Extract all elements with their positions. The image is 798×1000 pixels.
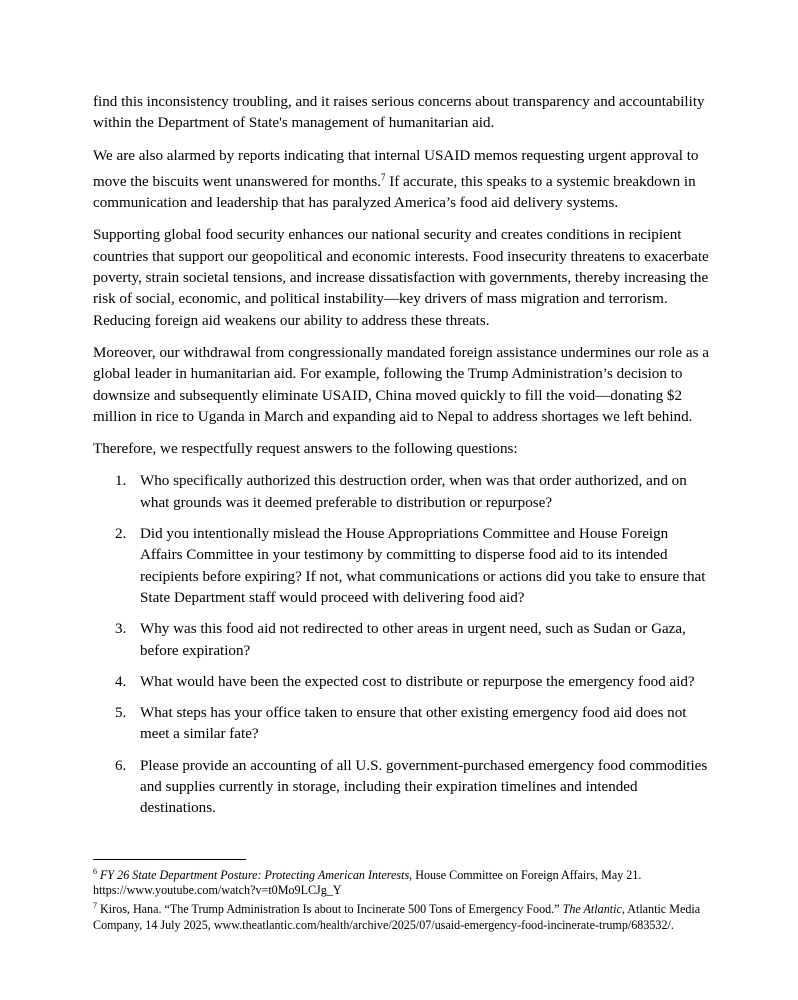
paragraph-food-security: Supporting global food security enhances our national security and creates conditions in recipient countries that support our geopolitical and economic interests. Food insecurity threatens to exacerbate poverty, strain societal tensions, and increase dissatisfaction with governments, thereby increasing the risk of social, economic, and political instability—key drivers of mass migration and terrorism. Reducing foreign aid weakens our ability to address these threats. (93, 227, 709, 329)
question-number: 6. (115, 757, 127, 774)
paragraph-request-intro: Therefore, we respectfully request answers to the following questions: (93, 441, 518, 458)
question-item (93, 619, 713, 662)
paragraph-usaid-memos (93, 146, 713, 215)
paragraph-withdrawal: Moreover, our withdrawal from congressionally mandated foreign assistance undermines our role as a global leader in humanitarian aid. For example, following the Trump Administration’s decision to downsize and subsequently eliminate USAID, China moved quickly to fill the void—donating $2 million in rice to Uganda in March and expanding aid to Nepal to address shortages we left behind. (93, 344, 709, 425)
footnote-text: Kiros, Hana. “The Trump Administration Is about to Incinerate 500 Tons of Emergency Food.” (97, 902, 563, 917)
question-text: Did you intentionally mislead the House Appropriations Committee and House Foreign Affairs Committee in your testimony by committing to disperse food aid to its intended recipients before expiring? If not, what communications or actions did you take to ensure that State Department staff would proceed with delivering food aid? (140, 526, 706, 606)
question-number: 3. (115, 621, 127, 638)
footnote-number: 7 (93, 901, 97, 911)
letter-body (93, 92, 713, 830)
footnote-ref-7: 7 (380, 171, 386, 182)
questions-list (93, 471, 713, 819)
footnote-text: House Committee on Foreign Affairs, May 21. https://www.youtube.com/watch?v=t0Mo9LCJg_Y (93, 868, 642, 898)
paragraph-usaid-memos-cont: If accurate, this speaks to a systemic breakdown in communication and leadership that has paralyzed America’s food aid delivery systems. (93, 173, 696, 212)
question-item (93, 471, 713, 514)
footnote-separator (93, 859, 246, 860)
question-text: What steps has your office taken to ensure that other existing emergency food aid does not meet a similar fate? (140, 705, 687, 743)
question-text: What would have been the expected cost to distribute or repurpose the emergency food aid? (140, 673, 695, 690)
question-number: 2. (115, 526, 127, 543)
question-item (93, 756, 713, 820)
footnote-6 (93, 864, 713, 898)
footnote-7 (93, 898, 713, 932)
paragraph-usaid-memos-text: We are also alarmed by reports indicating that internal USAID memos requesting urgent approval to move the biscuits went unanswered for months. (93, 147, 699, 190)
question-item (93, 672, 713, 693)
question-text: Who specifically authorized this destruction order, when was that order authorized, and on what grounds was it deemed preferable to distribution or repurpose? (140, 473, 687, 511)
footnote-title: FY 26 State Department Posture: Protecting American Interests, (100, 868, 413, 882)
footnote-number: 6 (93, 867, 97, 876)
question-number: 4. (115, 673, 127, 690)
footnotes (93, 864, 713, 933)
question-number: 1. (115, 473, 127, 490)
footnote-text-cont: , Atlantic Media Company, 14 July 2025, www.theatlantic.com/health/archive/2025/07/usaid-emergency-food-incinerate-trump/683532/. (93, 902, 701, 932)
question-text: Why was this food aid not redirected to other areas in urgent need, such as Sudan or Gaza, before expiration? (140, 621, 686, 659)
question-item (93, 524, 713, 609)
footnote-publication: The Atlantic (562, 902, 622, 917)
paragraph-transparency: find this inconsistency troubling, and it raises serious concerns about transparency and accountability within the Department of State's management of humanitarian aid. (93, 94, 705, 132)
question-text: Please provide an accounting of all U.S. government-purchased emergency food commodities and supplies currently in storage, including their expiration timelines and intended destinations. (140, 757, 708, 817)
question-number: 5. (115, 705, 127, 722)
question-item (93, 703, 713, 746)
